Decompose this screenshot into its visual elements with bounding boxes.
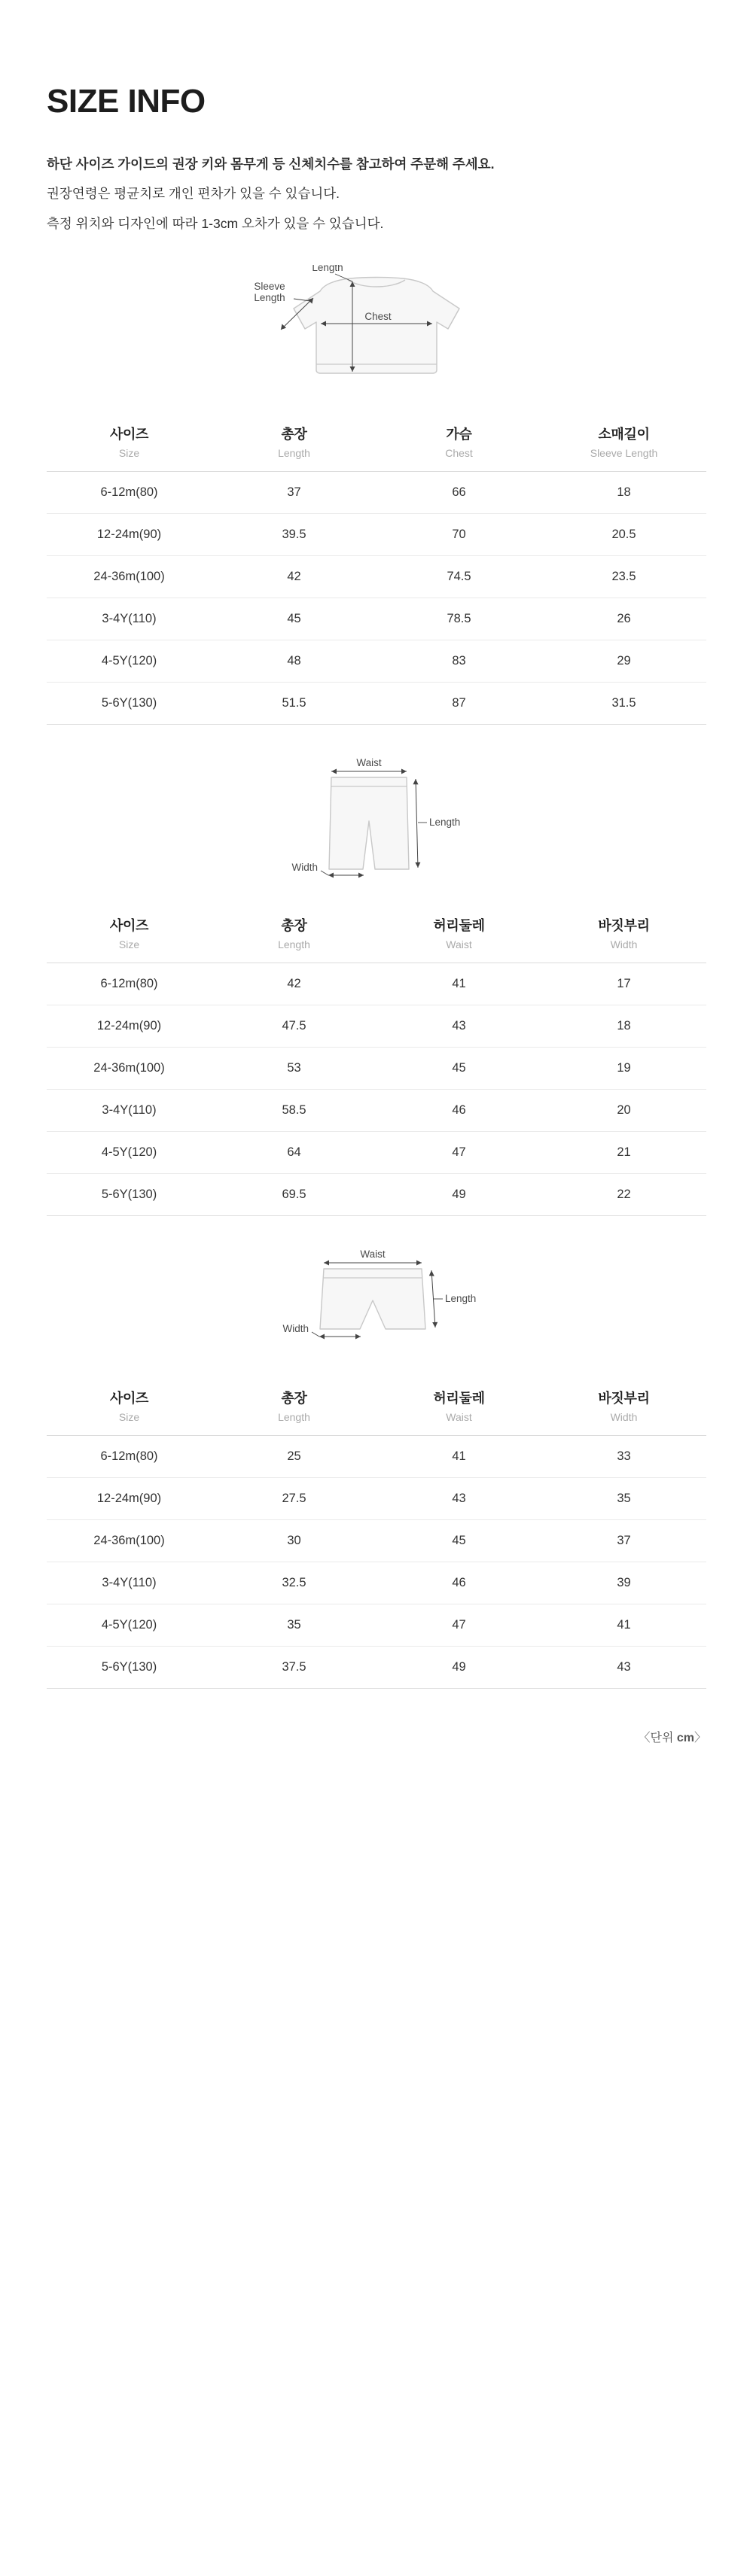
length-label: Length [312,265,343,274]
column-header-width-en: Width [610,1411,638,1424]
table-row [47,556,706,598]
column-header-waist-en: Waist [446,938,472,951]
table-row [47,1562,706,1604]
cell-waist: 47 [452,1145,466,1160]
table-row [47,1436,706,1478]
cell-size: 3-4Y(110) [102,1576,157,1590]
section-shorts [47,1248,706,1689]
cell-chest: 74.5 [447,570,471,584]
waist-arrow-left [324,1261,329,1266]
column-header-width [541,908,706,963]
cell-length: 42 [287,977,301,991]
table-row [47,1048,706,1090]
column-header-length-en: Length [278,1411,310,1424]
column-header-sleeve [541,416,706,472]
table-row [47,1174,706,1216]
cell-length: 53 [287,1061,301,1075]
unit-note-strong: cm [676,1732,694,1745]
column-header-chest [376,416,541,472]
column-header-waist-ko: 허리둘레 [433,918,485,934]
cell-size: 24-36m(100) [93,570,165,584]
waist-label: Waist [360,1248,386,1261]
column-header-sleeve-en: Sleeve Length [590,447,658,460]
cell-width: 43 [617,1660,631,1674]
table-row [47,1647,706,1689]
column-header-size-en: Size [118,447,140,460]
cell-length: 37.5 [282,1660,306,1674]
size-table-pants-head [47,908,706,963]
cell-length: 64 [287,1145,301,1160]
column-header-length [212,908,376,963]
size-table-pants [47,908,706,1216]
cell-waist: 46 [452,1103,466,1118]
cell-waist: 43 [452,1492,466,1506]
column-header-length [212,1380,376,1436]
column-header-length-ko: 총장 [281,918,307,934]
waist-arrow-right [401,769,407,774]
pants-shape [329,777,409,869]
cell-sleeve: 31.5 [611,696,636,710]
column-header-length-en: Length [278,938,310,951]
column-header-size-en: Size [118,938,140,951]
cell-waist: 45 [452,1534,466,1548]
cell-size: 4-5Y(120) [101,1145,157,1160]
chest-label: Chest [364,311,392,323]
table-row [47,472,706,514]
unit-note [47,1728,706,1745]
cell-size: 5-6Y(130) [101,696,157,710]
width-arrow-left [319,1334,325,1340]
cell-sleeve: 29 [617,654,631,668]
table-row [47,1132,706,1174]
length-arrow-bottom [432,1322,437,1328]
unit-note-prefix: 〈단위 [638,1732,677,1745]
cell-length: 45 [287,612,301,626]
cell-size: 6-12m(80) [100,485,158,500]
page-title: SIZE INFO [47,83,206,120]
cell-length: 58.5 [282,1103,306,1118]
cell-length: 32.5 [282,1576,306,1590]
column-header-chest-en: Chest [445,447,473,460]
shorts-illustration [181,1248,572,1361]
cell-waist: 41 [452,1449,466,1464]
cell-length: 27.5 [282,1492,306,1506]
cell-length: 39.5 [282,528,306,542]
length-arrow-top [429,1270,434,1276]
column-header-size [47,908,212,963]
cell-waist: 47 [452,1618,466,1632]
cell-size: 6-12m(80) [100,1449,158,1464]
shorts-diagram [47,1248,706,1361]
column-header-length-ko: 총장 [281,427,307,443]
unit-note-suffix: 〉 [694,1732,706,1745]
cell-length: 69.5 [282,1188,306,1202]
column-header-waist [376,908,541,963]
column-header-width [541,1380,706,1436]
cell-width: 20 [617,1103,631,1118]
table-row [47,1090,706,1132]
section-pants [47,756,706,1216]
top-shape [294,278,459,374]
top-illustration [181,265,572,397]
cell-chest: 87 [452,696,466,710]
table-row [47,1478,706,1520]
column-header-size-ko: 사이즈 [109,1391,149,1407]
cell-sleeve: 20.5 [611,528,636,542]
column-header-sleeve-ko: 소매길이 [598,427,650,443]
cell-chest: 70 [452,528,466,542]
cell-size: 3-4Y(110) [102,612,157,626]
size-table-top-head [47,416,706,472]
cell-size: 12-24m(90) [96,1019,162,1033]
column-header-chest-ko: 가슴 [446,427,472,443]
cell-width: 17 [617,977,631,991]
length-label: Length [429,817,461,829]
table-row [47,683,706,725]
waist-arrow-right [416,1261,422,1266]
cell-width: 18 [617,1019,631,1033]
column-header-waist [376,1380,541,1436]
cell-size: 4-5Y(120) [101,1618,157,1632]
column-header-size-ko: 사이즈 [109,427,149,443]
width-arrow-left [328,873,334,878]
cell-length: 42 [287,570,301,584]
cell-width: 41 [617,1618,631,1632]
cell-length: 25 [287,1449,301,1464]
cell-size: 4-5Y(120) [101,654,157,668]
cell-chest: 78.5 [447,612,471,626]
cell-size: 3-4Y(110) [102,1103,157,1118]
column-header-size [47,416,212,472]
width-leader [312,1332,319,1337]
table-row [47,963,706,1005]
header-row [47,416,706,472]
cell-waist: 49 [452,1660,466,1674]
cell-width: 39 [617,1576,631,1590]
size-table-shorts [47,1380,706,1689]
cell-chest: 66 [452,485,466,500]
cell-waist: 43 [452,1019,466,1033]
size-table-top [47,416,706,725]
width-arrow-right [355,1334,361,1340]
size-table-top-body [47,472,706,725]
width-label: Width [282,1323,309,1335]
cell-width: 21 [617,1145,631,1160]
column-header-width-ko: 바짓부리 [598,918,650,934]
cell-length: 30 [287,1534,301,1548]
sleeve-length-label-line2: Length [254,292,285,304]
column-header-waist-en: Waist [446,1411,472,1424]
cell-waist: 46 [452,1576,466,1590]
long-sleeve-top-diagram [47,265,706,397]
cell-length: 48 [287,654,301,668]
width-label: Width [291,862,318,874]
table-row [47,1005,706,1048]
table-row [47,514,706,556]
column-header-size-ko: 사이즈 [109,918,149,934]
waist-arrow-left [331,769,337,774]
header-row [47,908,706,963]
cell-width: 19 [617,1061,631,1075]
waist-label: Waist [356,757,382,769]
size-table-shorts-head [47,1380,706,1436]
sleeve-length-label-line1: Sleeve [254,281,285,293]
intro-note-3: 측정 위치와 디자인에 따라 1-3cm 오차가 있을 수 있습니다. [47,215,384,231]
length-arrow-top [413,779,419,784]
cell-size: 24-36m(100) [93,1061,165,1075]
header-row [47,1380,706,1436]
cell-width: 33 [617,1449,631,1464]
pants-illustration [181,756,572,888]
width-arrow-right [358,873,364,878]
cell-sleeve: 23.5 [611,570,636,584]
cell-size: 5-6Y(130) [101,1188,157,1202]
column-header-length [212,416,376,472]
width-leader [321,871,328,875]
cell-sleeve: 26 [617,612,631,626]
cell-width: 35 [617,1492,631,1506]
cell-length: 51.5 [282,696,306,710]
cell-width: 22 [617,1188,631,1202]
intro-note-2: 권장연령은 평균치로 개인 편차가 있을 수 있습니다. [47,186,340,202]
section-top [47,265,706,725]
cell-chest: 83 [452,654,466,668]
intro-notes [47,155,706,233]
cell-size: 5-6Y(130) [101,1660,157,1674]
cell-waist: 49 [452,1188,466,1202]
column-header-size [47,1380,212,1436]
length-arrow-bottom [415,862,420,868]
column-header-waist-ko: 허리둘레 [433,1391,485,1407]
length-measure-line [416,779,418,868]
cell-size: 6-12m(80) [100,977,158,991]
table-row [47,598,706,640]
cell-size: 24-36m(100) [93,1534,165,1548]
cell-width: 37 [617,1534,631,1548]
column-header-size-en: Size [118,1411,140,1424]
table-row [47,1520,706,1562]
length-label: Length [445,1293,477,1305]
cell-length: 47.5 [282,1019,306,1033]
column-header-width-en: Width [610,938,638,951]
column-header-width-ko: 바짓부리 [598,1391,650,1407]
cell-waist: 45 [452,1061,466,1075]
cell-length: 35 [287,1618,301,1632]
table-row [47,640,706,683]
long-pants-diagram [47,756,706,888]
table-row [47,1604,706,1647]
cell-size: 12-24m(90) [96,1492,162,1506]
cell-sleeve: 18 [617,485,631,500]
cell-length: 37 [287,485,301,500]
cell-size: 12-24m(90) [96,528,162,542]
cell-waist: 41 [452,977,466,991]
intro-note-1: 하단 사이즈 가이드의 권장 키와 몸무게 등 신체치수를 참고하여 주문해 주세요. [47,157,495,172]
column-header-length-ko: 총장 [281,1391,307,1407]
column-header-length-en: Length [278,447,310,460]
size-table-shorts-body [47,1436,706,1689]
size-table-pants-body [47,963,706,1216]
